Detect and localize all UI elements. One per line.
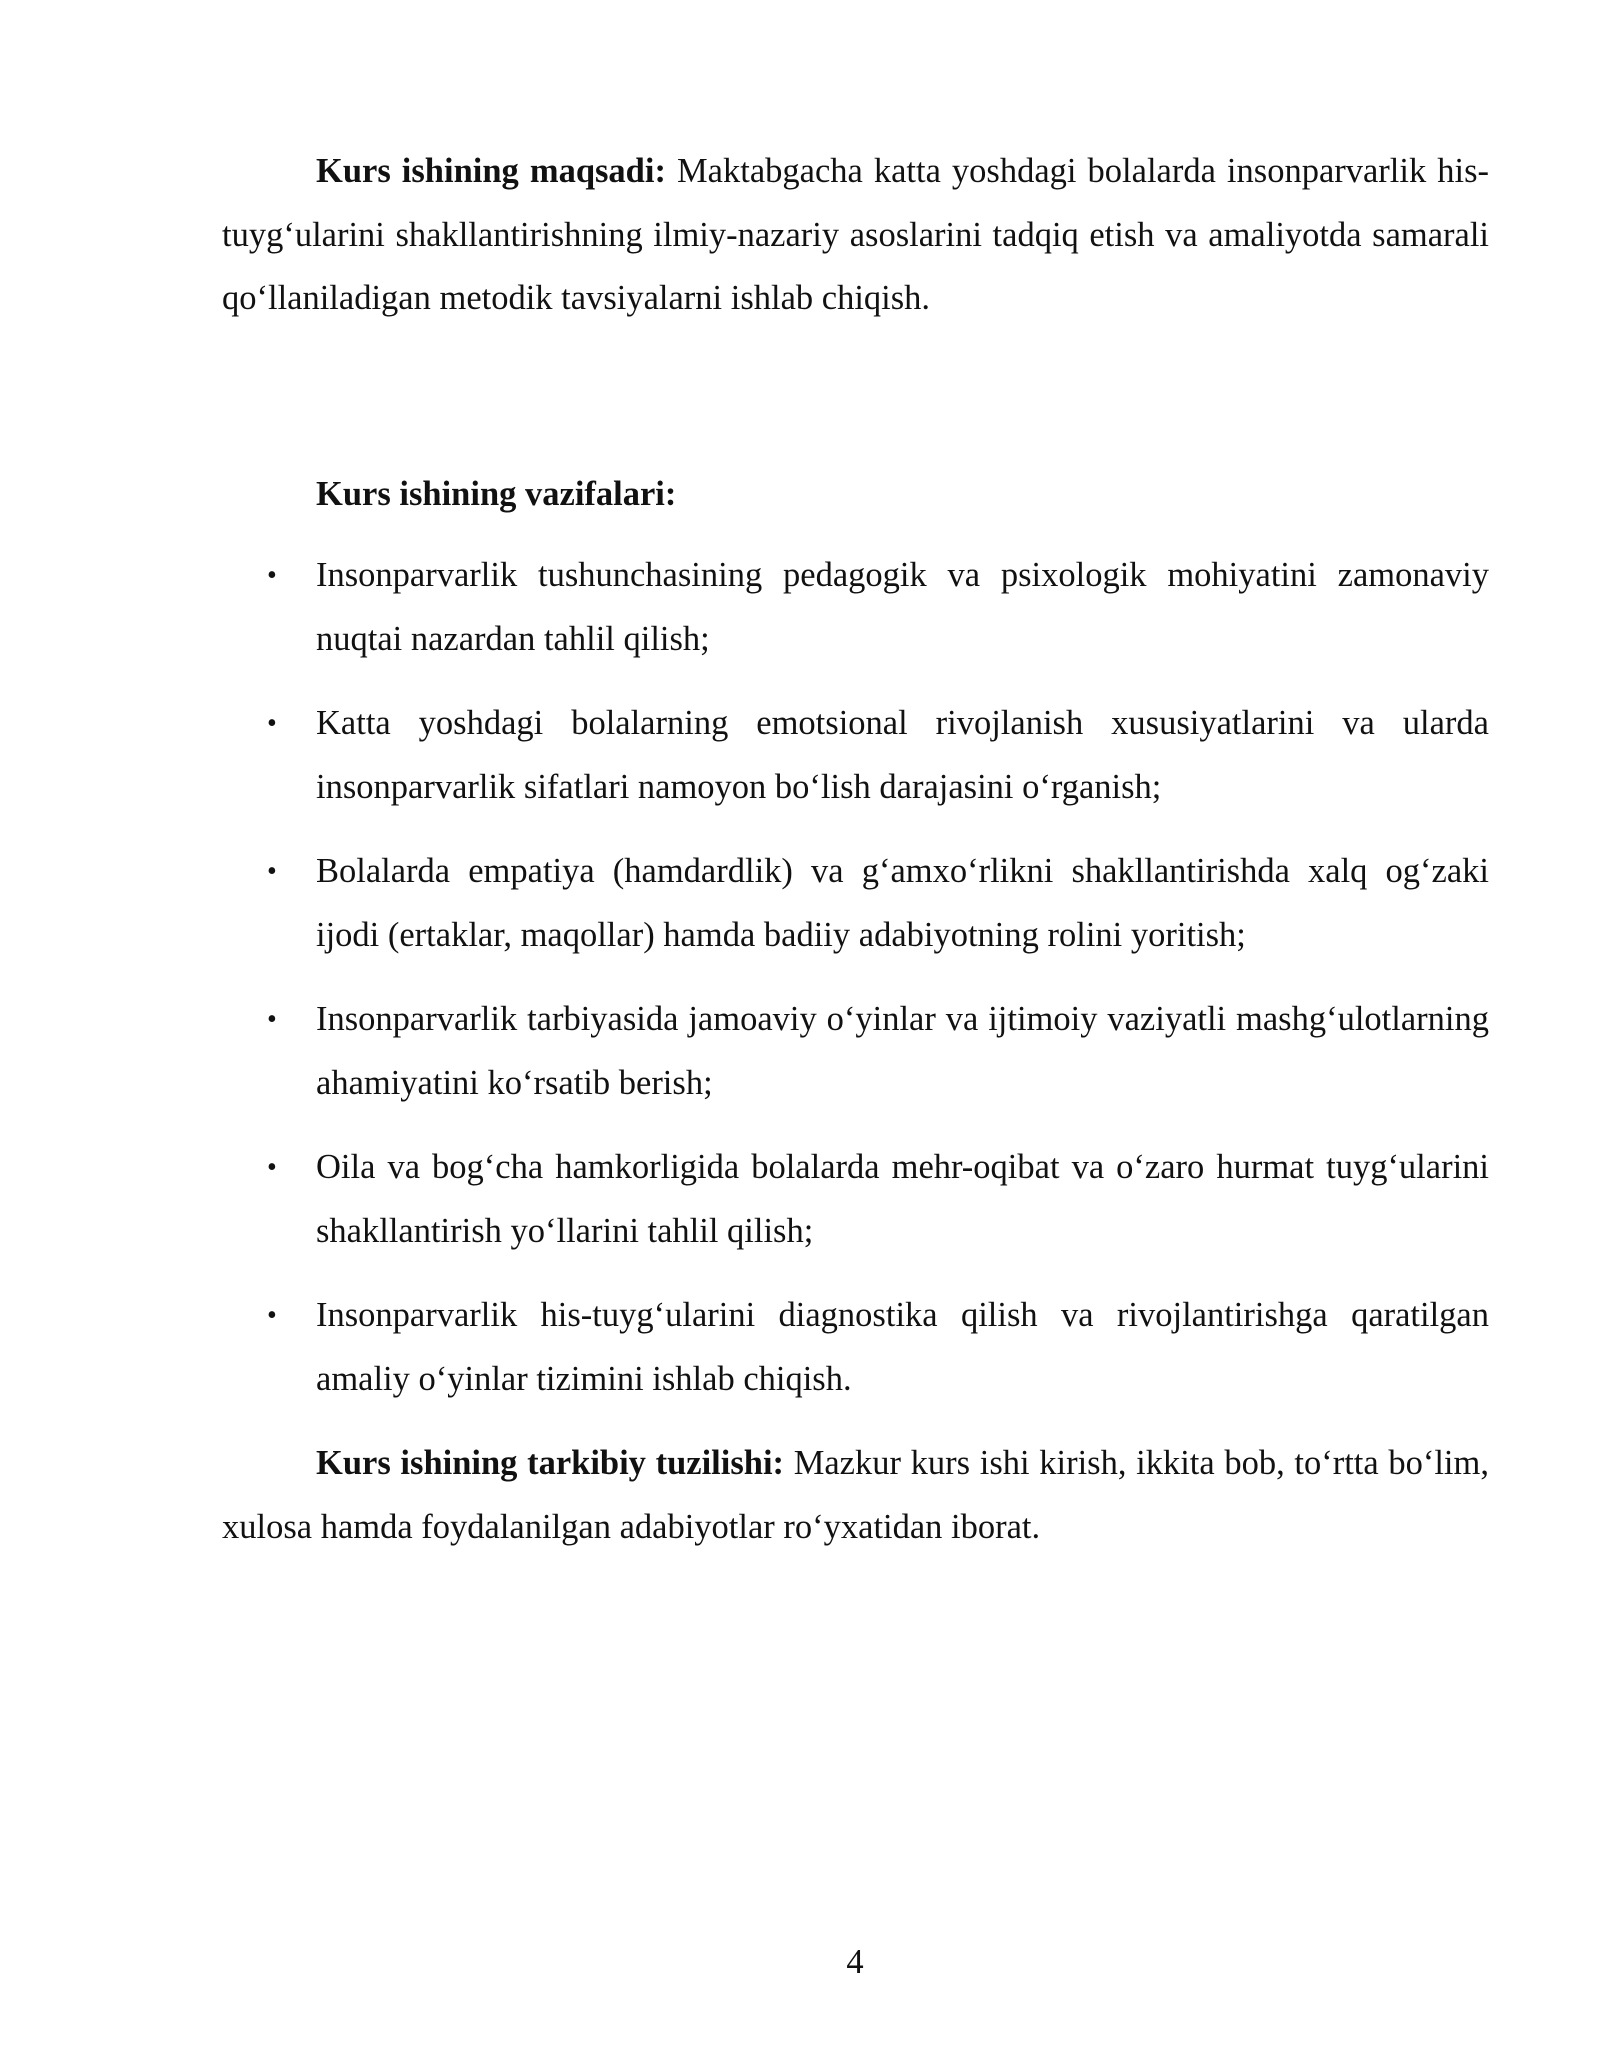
task-text: Oila va bog‘cha hamkorligida bolalarda mehr-oqibat va o‘zaro hurmat tuyg‘ularini shakllantirish yo‘llarini tahlil qilish; <box>316 1148 1489 1250</box>
structure-paragraph <box>222 1432 1489 1559</box>
structure-text: Mazkur kurs ishi kirish, ikkita bob, to‘rtta bo‘lim, xulosa hamda foydalanilgan adabiyotlar ro‘yxatidan iborat. <box>222 1444 1489 1546</box>
task-text: Katta yoshdagi bolalarning emotsional rivojlanish xususiyatlarini va ularda insonparvarlik sifatlari namoyon bo‘lish darajasini o‘rganish; <box>316 704 1489 806</box>
bullet-icon: • <box>267 1300 277 1331</box>
list-item <box>222 1136 1489 1263</box>
list-item <box>222 988 1489 1115</box>
bullet-icon: • <box>267 708 277 739</box>
tasks-heading: Kurs ishining vazifalari: <box>316 474 677 513</box>
goal-paragraph <box>222 140 1489 331</box>
page-number: 4 <box>846 1943 864 1981</box>
bullet-icon: • <box>267 1152 277 1183</box>
list-item <box>222 1284 1489 1411</box>
task-text: Insonparvarlik his-tuyg‘ularini diagnostika qilish va rivojlantirishga qaratilgan amaliy o‘yinlar tizimini ishlab chiqish. <box>316 1296 1489 1398</box>
structure-label: Kurs ishining tarkibiy tuzilishi: <box>316 1444 785 1482</box>
bullet-icon: • <box>267 560 277 591</box>
bullet-icon: • <box>267 1004 277 1035</box>
list-item <box>222 692 1489 819</box>
goal-text: Maktabgacha katta yoshdagi bolalarda insonparvarlik his-tuyg‘ularini shakllantirishning ilmiy-nazariy asoslarini tadqiq etish va amaliyotda samarali qo‘llaniladigan metodik tavsiyalarni ishlab chiqish. <box>222 152 1490 317</box>
document-page <box>222 140 1489 1559</box>
list-item <box>222 544 1489 671</box>
bullet-icon: • <box>267 856 277 887</box>
goal-label: Kurs ishining maqsadi: <box>316 152 666 190</box>
task-text: Bolalarda empatiya (hamdardlik) va g‘amxo‘rlikni shakllantirishda xalq og‘zaki ijodi (ertaklar, maqollar) hamda badiiy adabiyotning rolini yoritish; <box>316 852 1489 954</box>
task-text: Insonparvarlik tushunchasining pedagogik va psixologik mohiyatini zamonaviy nuqtai nazardan tahlil qilish; <box>316 556 1489 658</box>
task-text: Insonparvarlik tarbiyasida jamoaviy o‘yinlar va ijtimoiy vaziyatli mashg‘ulotlarning ahamiyatini ko‘rsatib berish; <box>316 1000 1489 1102</box>
list-item <box>222 840 1489 967</box>
tasks-list <box>222 544 1489 1411</box>
